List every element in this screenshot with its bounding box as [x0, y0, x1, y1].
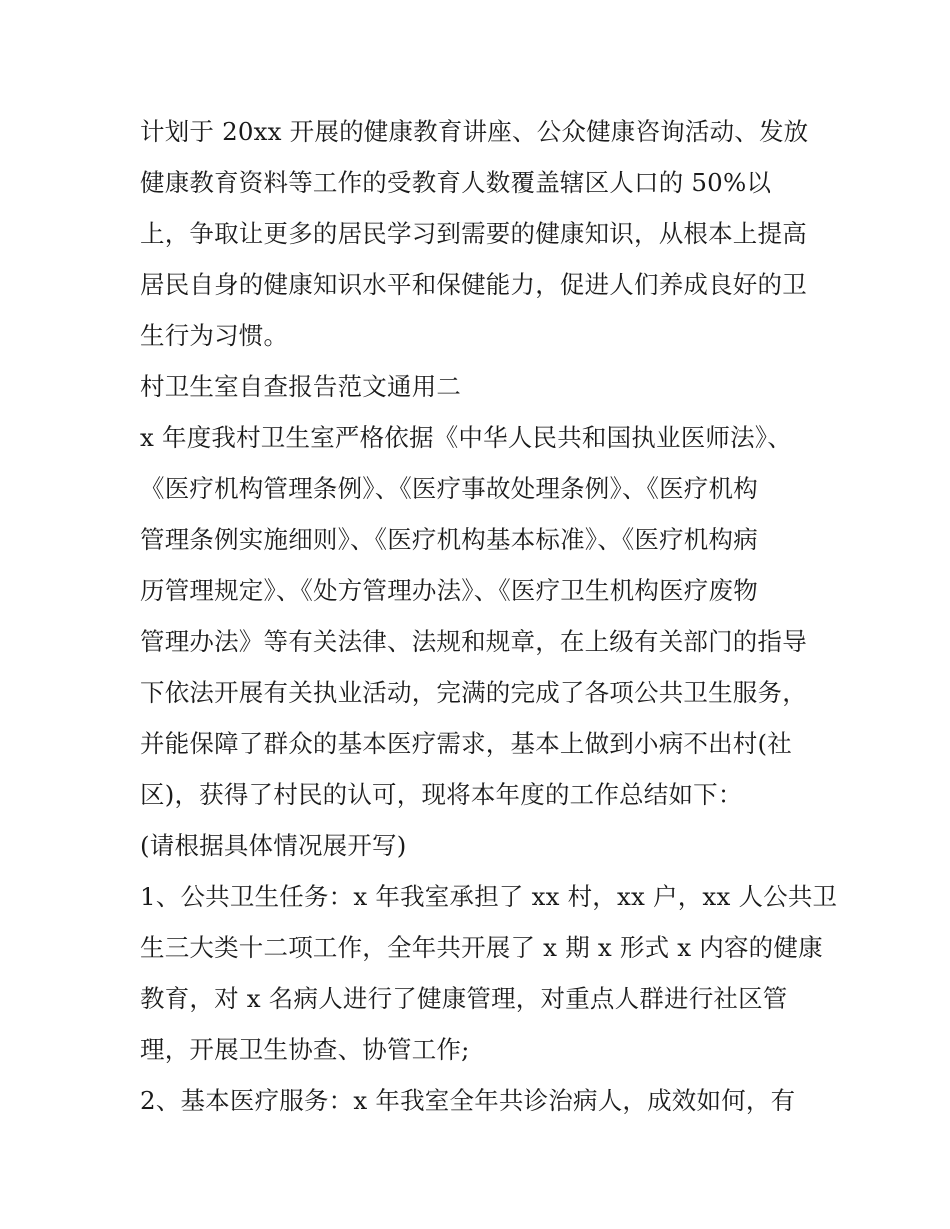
text-line: 计划于 20xx 开展的健康教育讲座、公众健康咨询活动、发放: [140, 117, 809, 146]
text-line: 区)，获得了村民的认可，现将本年度的工作总结如下：: [140, 780, 743, 809]
text-line: 《医疗机构管理条例》、《医疗事故处理条例》、《医疗机构: [140, 474, 758, 503]
text-line: x 年度我村卫生室严格依据《中华人民共和国执业医师法》、: [140, 423, 792, 452]
text-line: 管理办法》等有关法律、法规和规章，在上级有关部门的指导: [140, 627, 807, 656]
text-line: 并能保障了群众的基本医疗需求，基本上做到小病不出村(社: [140, 729, 792, 758]
text-line: 管理条例实施细则》、《医疗机构基本标准》、《医疗机构病: [140, 525, 758, 554]
text-line: 下依法开展有关执业活动，完满的完成了各项公共卫生服务，: [140, 678, 807, 707]
list-item: 1、公共卫生任务：x 年我室承担了 xx 村，xx 户，xx 人公共卫: [140, 882, 838, 911]
text-line: 上，争取让更多的居民学习到需要的健康知识，从根本上提高: [140, 219, 807, 248]
text-line: 理，开展卫生协查、协管工作;: [140, 1035, 470, 1064]
section-heading: 村卫生室自查报告范文通用二: [140, 372, 462, 401]
text-line: (请根据具体情况展开写): [140, 831, 407, 860]
text-line: 教育，对 x 名病人进行了健康管理，对重点人群进行社区管: [140, 984, 788, 1013]
list-item: 2、基本医疗服务：x 年我室全年共诊治病人，成效如何，有: [140, 1086, 796, 1115]
text-line: 历管理规定》、《处方管理办法》、《医疗卫生机构医疗废物: [140, 576, 758, 605]
document-body: [140, 106, 838, 1126]
text-line: 居民自身的健康知识水平和保健能力，促进人们养成良好的卫: [140, 270, 807, 299]
text-line: 健康教育资料等工作的受教育人数覆盖辖区人口的 50%以: [140, 168, 772, 197]
text-line: 生行为习惯。: [140, 321, 289, 350]
text-line: 生三大类十二项工作，全年共开展了 x 期 x 形式 x 内容的健康: [140, 933, 823, 962]
